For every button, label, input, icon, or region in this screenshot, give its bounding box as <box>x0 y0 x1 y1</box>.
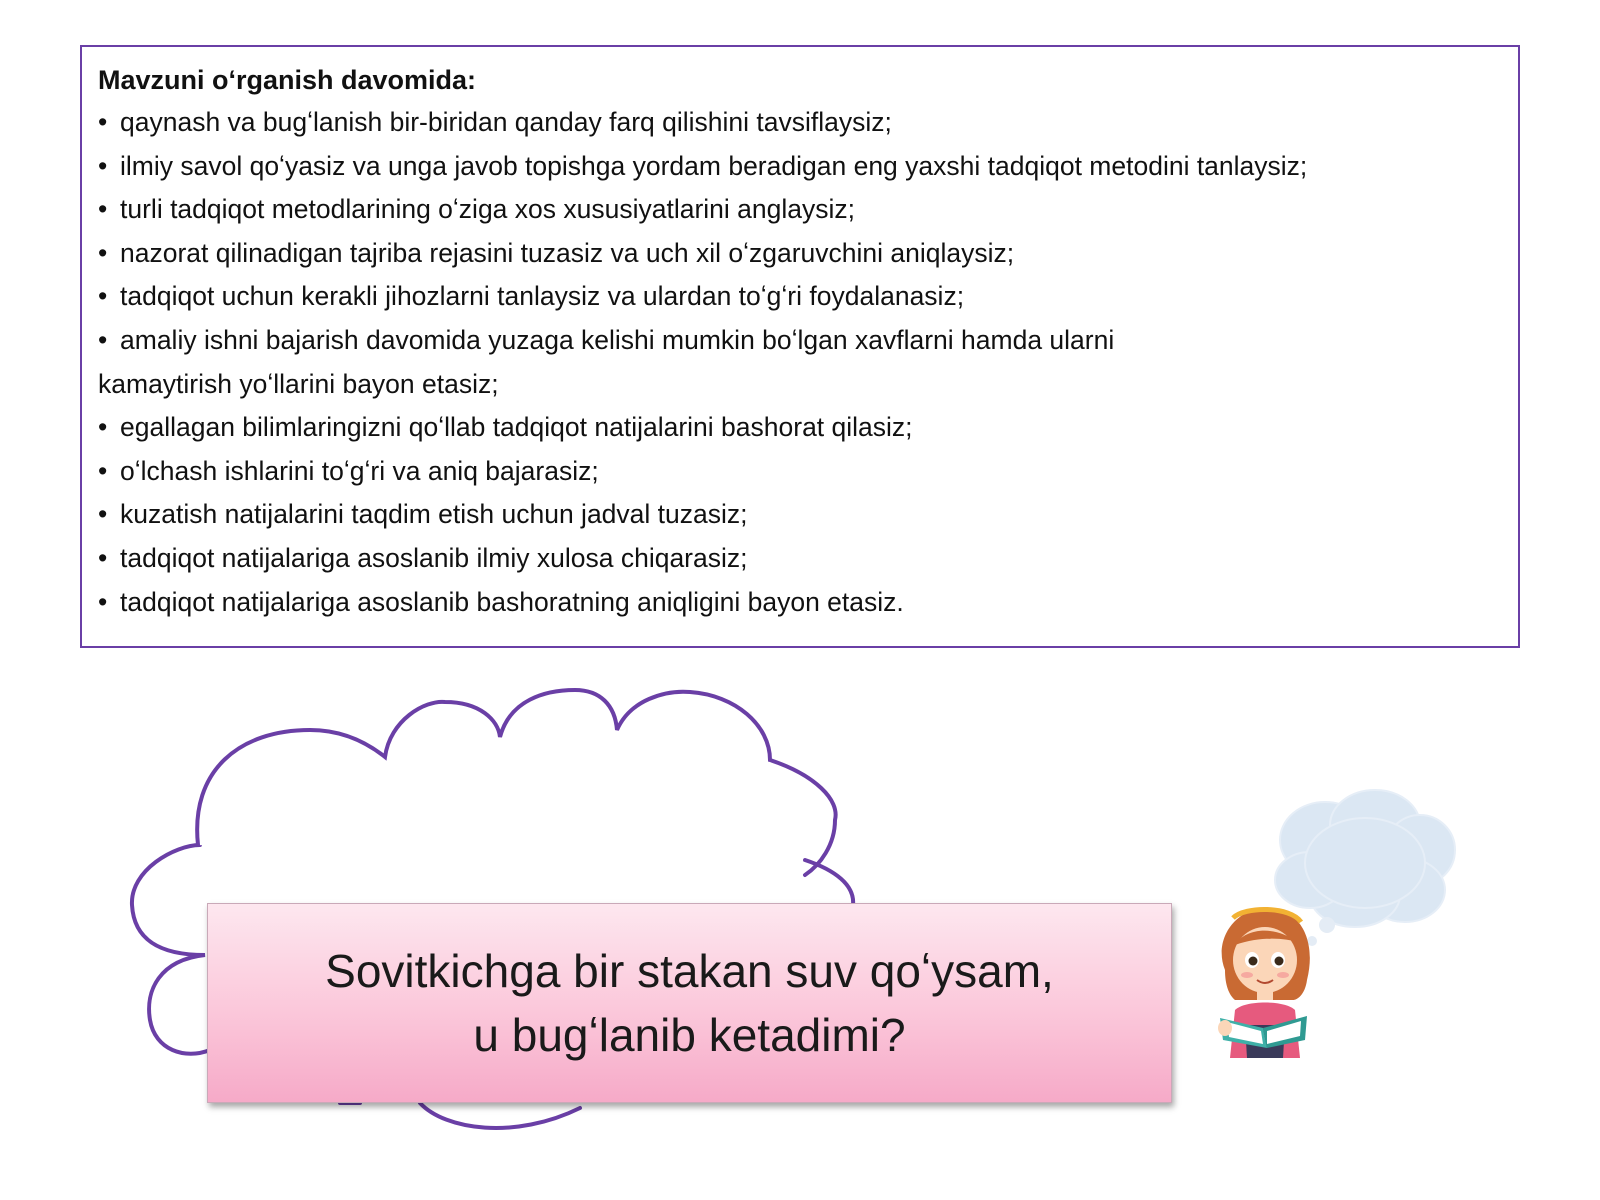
question-text <box>325 939 1054 1067</box>
bullet: • <box>98 107 108 137</box>
list-item-text: tadqiqot natijalariga asoslanib ilmiy xulosa chiqarasiz; <box>120 542 748 573</box>
list-item-text: tadqiqot uchun kerakli jihozlarni tanlaysiz va ulardan toʻgʻri foydalanasiz; <box>120 281 965 312</box>
bullet: • <box>98 412 108 443</box>
girl-reading-icon <box>1205 900 1325 1060</box>
bullet: • <box>98 455 108 486</box>
bullet: • <box>98 499 108 530</box>
bullet: • <box>98 281 108 312</box>
list-item-text: turli tadqiqot metodlarining oʻziga xos xususiyatlarini anglaysiz; <box>120 194 856 225</box>
objectives-title: Mavzuni oʻrganish davomida: <box>98 65 477 95</box>
list-item-text: amaliy ishni bajarish davomida yuzaga kelishi mumkin boʻlgan xavflarni hamda ularni <box>120 324 1115 355</box>
bullet: • <box>98 542 108 573</box>
list-item-text: kuzatish natijalarini taqdim etish uchun jadval tuzasiz; <box>120 499 748 530</box>
list-item-text: egallagan bilimlaringizni qoʻllab tadqiqot natijalarini bashorat qilasiz; <box>120 412 913 443</box>
list-item-text: nazorat qilinadigan tajriba rejasini tuzasiz va uch xil oʻzgaruvchini aniqlaysiz; <box>120 237 1015 268</box>
question-line-1: Sovitkichga bir stakan suv qoʻysam, <box>325 945 1054 997</box>
bullet: • <box>98 324 108 355</box>
bullet: • <box>98 150 108 181</box>
bullet: • <box>98 194 108 225</box>
bullet: • <box>98 586 108 617</box>
list-item-text: oʻlchash ishlarini toʻgʻri va aniq bajarasiz; <box>120 455 599 486</box>
list-item-text: tadqiqot natijalariga asoslanib bashoratning aniqligini bayon etasiz. <box>120 586 904 617</box>
bullet: • <box>98 237 108 268</box>
list-item-text: kamaytirish yoʻllarini bayon etasiz; <box>98 368 499 399</box>
question-box <box>207 903 1172 1103</box>
list-item-text: qaynash va bugʻlanish bir-biridan qanday farq qilishini tavsiflaysiz; <box>120 107 892 137</box>
list-item-text: ilmiy savol qoʻyasiz va unga javob topishga yordam beradigan eng yaxshi tadqiqot metodini tanlaysiz; <box>120 150 1308 181</box>
question-line-2: u bugʻlanib ketadimi? <box>473 1009 906 1061</box>
